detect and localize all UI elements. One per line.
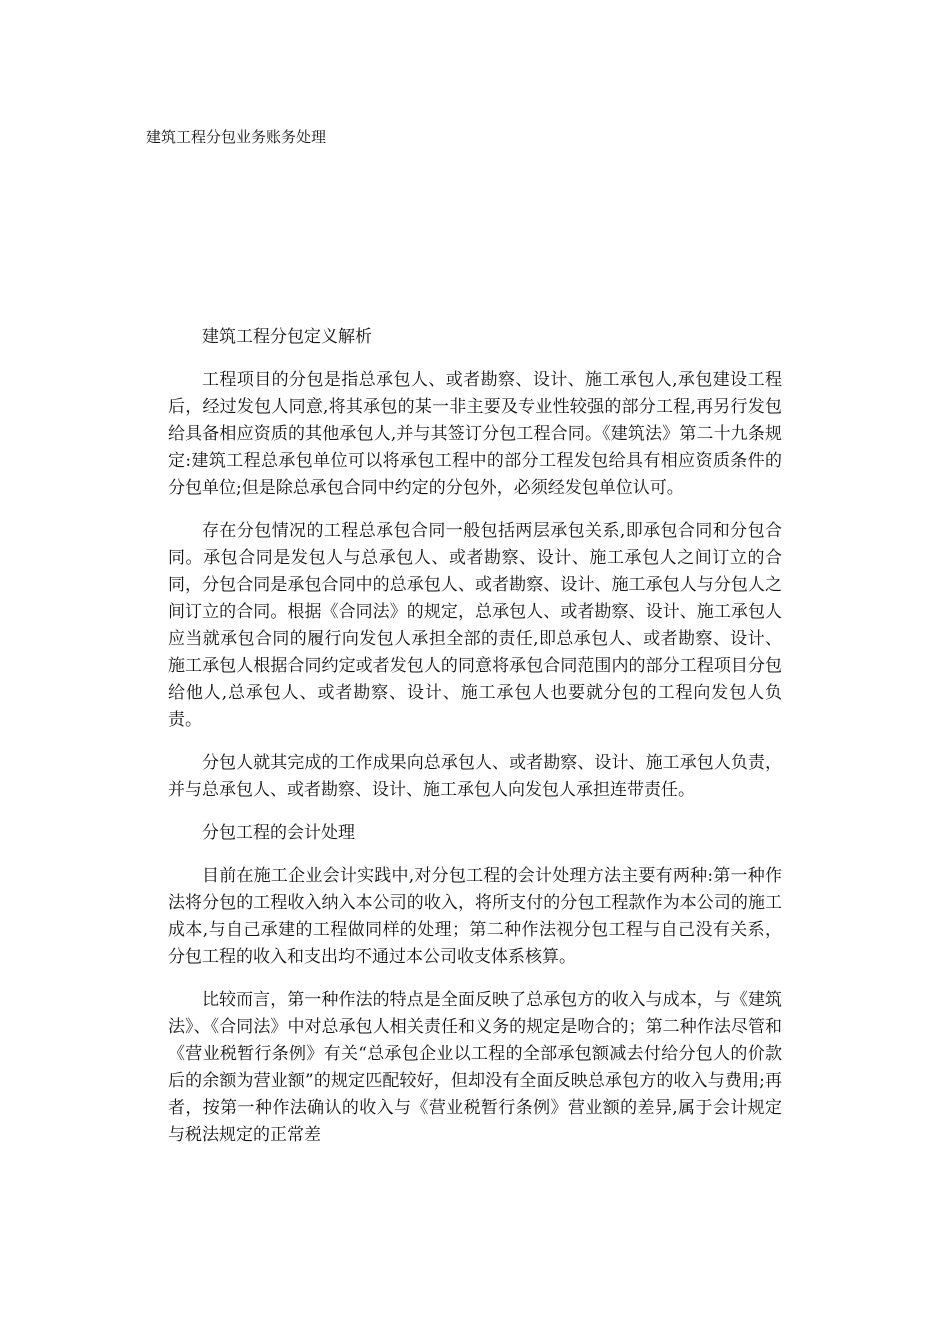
paragraph: 工程项目的分包是指总承包人、或者勘察、设计、施工承包人,承包建设工程后，经过发包人同意,将其承包的某一非主要及专业性较强的部分工程,再另行发包给具备相应资质的其他承包人,并与其签订分包工程合同。《建筑法》第二十九条规定:建筑工程总承包单位可以将承包工程中的部分工程发包给具有相应资质条件的分包单位;但是除总承包合同中约定的分包外，必须经发包单位认可。 — [168, 370, 782, 498]
document-title: 建筑工程分包业务账务处理 — [146, 128, 327, 146]
document-body — [168, 324, 782, 1165]
section-definition — [168, 324, 782, 804]
paragraph: 存在分包情况的工程总承包合同一般包括两层承包关系,即承包合同和分包合同。承包合同是发包人与总承包人、或者勘察、设计、施工承包人之间订立的合同，分包合同是承包合同中的总承包人、或者勘察、设计、施工承包人与分包人之间订立的合同。根据《合同法》的规定，总承包人、或者勘察、设计、施工承包人应当就承包合同的履行向发包人承担全部的责任,即总承包人、或者勘察、设计、施工承包人根据合同约定或者发包人的同意将承包合同范围内的部分工程项目分包给他人,总承包人、或者勘察、设计、施工承包人也要就分包的工程向发包人负责。 — [168, 521, 782, 730]
paragraph: 比较而言，第一种作法的特点是全面反映了总承包方的收入与成本，与《建筑法》、《合同法》中对总承包人相关责任和义务的规定是吻合的；第二种作法尽管和《营业税暂行条例》有关“总承包企业以工程的全部承包额减去付给分包人的价款后的余额为营业额”的规定匹配较好，但却没有全面反映总承包方的收入与费用;再者，按第一种作法确认的收入与《营业税暂行条例》营业额的差异,属于会计规定与税法规定的正常差 — [168, 990, 782, 1145]
paragraph: 目前在施工企业会计实践中,对分包工程的会计处理方法主要有两种:第一种作法将分包的工程收入纳入本公司的收入，将所支付的分包工程款作为本公司的施工成本,与自己承建的工程做同样的处理；第二种作法视分包工程与自己没有关系，分包工程的收入和支出均不通过本公司收支体系核算。 — [168, 866, 782, 967]
paragraph: 分包人就其完成的工作成果向总承包人、或者勘察、设计、施工承包人负责，并与总承包人、或者勘察、设计、施工承包人向发包人承担连带责任。 — [168, 753, 782, 800]
section-heading: 建筑工程分包定义解析 — [202, 327, 372, 347]
section-accounting — [168, 820, 782, 1149]
section-heading: 分包工程的会计处理 — [202, 823, 355, 843]
